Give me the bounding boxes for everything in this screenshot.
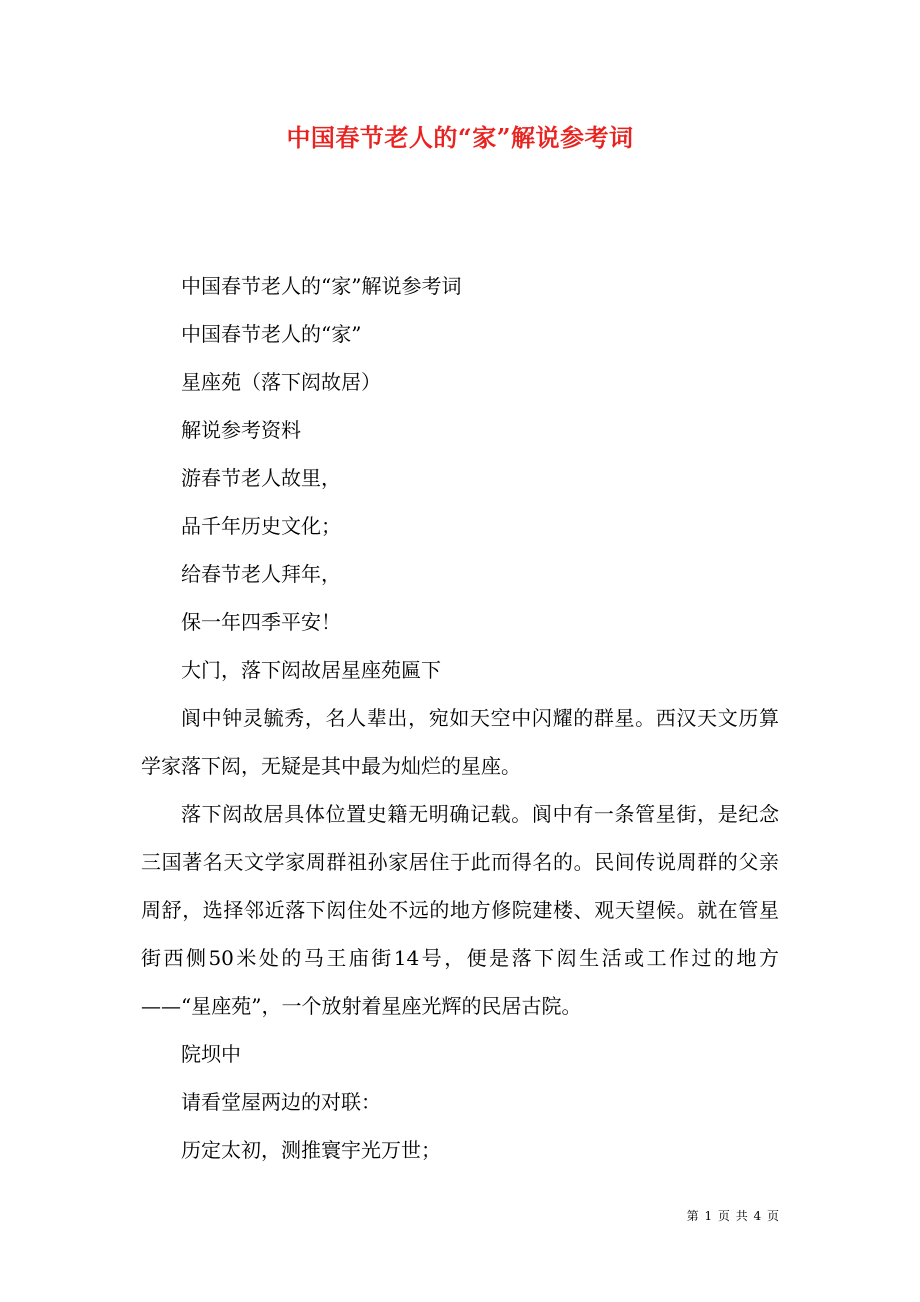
document-body bbox=[141, 262, 779, 1174]
paragraph: 给春节老人拜年， bbox=[181, 562, 341, 586]
paragraph: 游春节老人故里， bbox=[181, 466, 341, 490]
paragraph: 历定太初，测推寰宇光万世； bbox=[181, 1138, 441, 1162]
paragraph: 请看堂屋两边的对联： bbox=[181, 1090, 381, 1114]
paragraph: 院坝中 bbox=[181, 1042, 241, 1066]
paragraph: 品千年历史文化； bbox=[181, 514, 341, 538]
paragraph: 保一年四季平安！ bbox=[181, 610, 341, 634]
paragraph: 中国春节老人的“家” bbox=[181, 322, 362, 346]
paragraph: 解说参考资料 bbox=[181, 418, 301, 442]
paragraph: 阆中钟灵毓秀，名人辈出，宛如天空中闪耀的群星。西汉天文历算学家落下闳，无疑是其中最为灿烂的星座。 bbox=[141, 706, 779, 778]
page-number: 第 1 页 共 4 页 bbox=[686, 1209, 780, 1223]
paragraph: 中国春节老人的“家”解说参考词 bbox=[181, 274, 462, 298]
paragraph: 星座苑（落下闳故居） bbox=[181, 370, 381, 394]
paragraph: 落下闳故居具体位置史籍无明确记载。阆中有一条管星街，是纪念三国著名天文学家周群祖孙家居住于此而得名的。民间传说周群的父亲周舒，选择邻近落下闳住处不远的地方修院建楼、观天望候。就在管星街西侧50米处的马王庙街14号，便是落下闳生活或工作过的地方——“星座苑”，一个放射着星座光辉的民居古院。 bbox=[141, 802, 779, 1018]
paragraph: 大门，落下闳故居星座苑匾下 bbox=[181, 658, 441, 682]
document-title: 中国春节老人的“家”解说参考词 bbox=[286, 123, 634, 152]
